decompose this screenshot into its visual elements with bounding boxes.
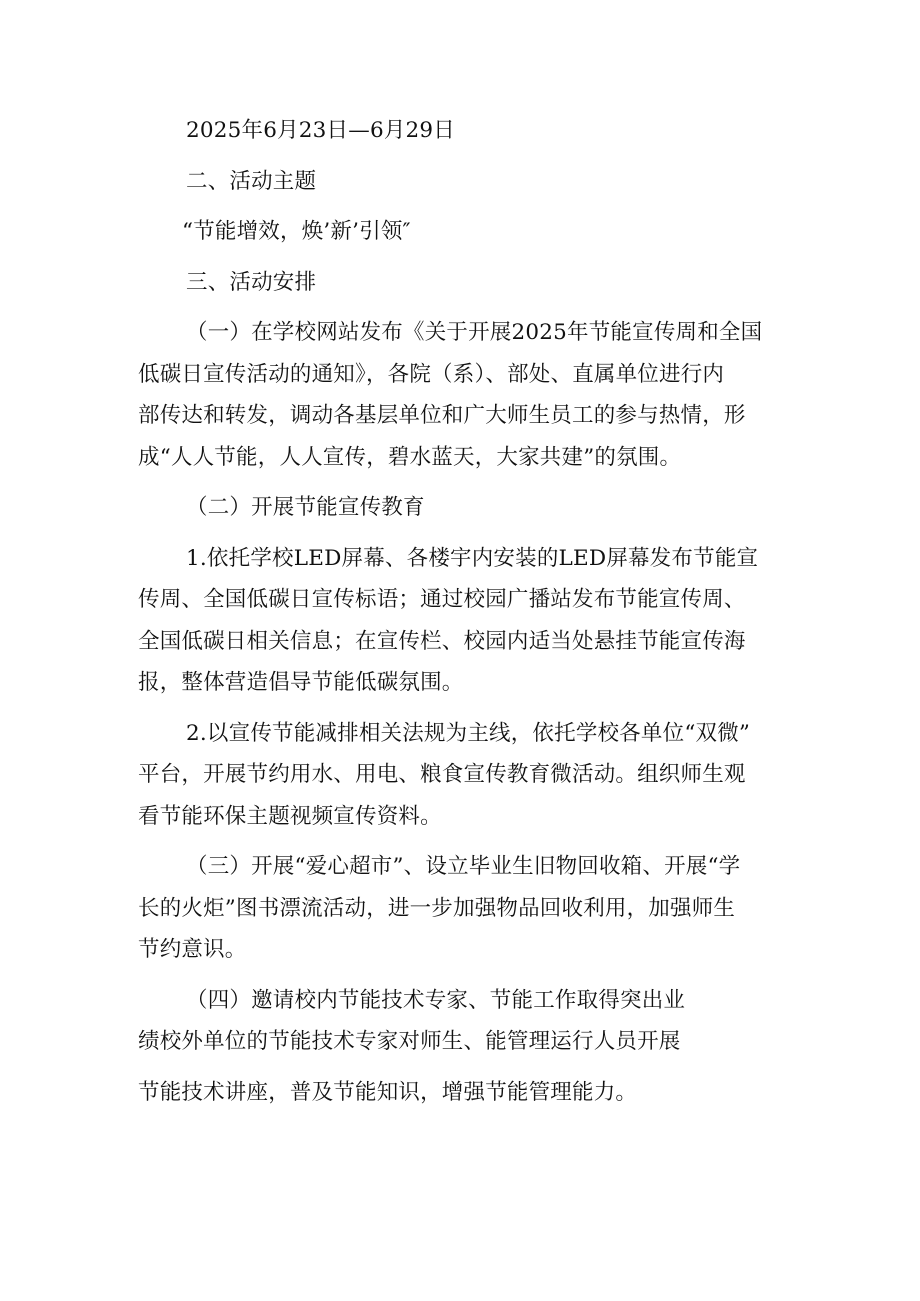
document-body	[138, 110, 788, 1113]
paragraph-line: 1.依托学校LED屏幕、各楼宇内安装的LED屏幕发布节能宣	[186, 545, 759, 571]
paragraph-point-2	[138, 713, 788, 838]
paragraph-line: 看节能环保主题视频宣传资料。	[138, 803, 442, 829]
date-range: 2025年6月23日—6月29日	[186, 118, 455, 143]
paragraph-line: （四）邀请校内节能技术专家、节能工作取得突出业	[186, 987, 686, 1013]
paragraph-item-1	[138, 312, 788, 478]
paragraph-line: 平台，开展节约用水、用电、粮食宣传教育微活动。组织师生观	[138, 762, 746, 787]
paragraph-line: 传周、全国低碳日宣传标语；通过校园广播站发布节能宣传周、	[138, 587, 746, 612]
theme-slogan: “节能增效，焕’新’引领″	[182, 219, 411, 244]
paragraph-line: （三）开展“爱心超市”、设立毕业生旧物回收箱、开展“学	[186, 854, 741, 879]
paragraph-point-1	[138, 538, 788, 704]
paragraph-line: 报，整体营造倡导节能低碳氛围。	[138, 670, 464, 695]
paragraph-line: 成“人人节能，人人宣传，碧水蓝天，大家共建”的氛围。	[138, 444, 682, 470]
paragraph-line: （一）在学校网站发布《关于开展2025年节能宣传周和全国	[186, 320, 763, 345]
paragraph-item-3	[138, 846, 788, 971]
paragraph-line: 节约意识。	[138, 937, 247, 962]
paragraph-line: 长的火炬”图书漂流活动，进一步加强物品回收利用，加强师生	[138, 895, 736, 921]
paragraph-line: 部传达和转发，调动各基层单位和广大师生员工的参与热情，形	[138, 403, 746, 428]
paragraph-line: 绩校外单位的节能技术专家对师生、能管理运行人员开展	[138, 1029, 681, 1054]
paragraph-item-4	[138, 980, 788, 1114]
paragraph-line: 2.以宣传节能减排相关法规为主线，依托学校各单位“双微”	[186, 720, 751, 746]
section-heading-arrangement: 三、活动安排	[186, 269, 317, 295]
paragraph-line: 节能技术讲座，普及节能知识，增强节能管理能力。	[138, 1079, 638, 1105]
subsection-heading-education: （二）开展节能宣传教育	[186, 495, 425, 520]
section-heading-theme: 二、活动主题	[186, 168, 317, 194]
paragraph-line: 全国低碳日相关信息；在宣传栏、校园内适当处悬挂节能宣传海	[138, 628, 746, 654]
paragraph-line: 低碳日宣传活动的通知》，各院（系）、部处、直属单位进行内	[138, 361, 725, 387]
